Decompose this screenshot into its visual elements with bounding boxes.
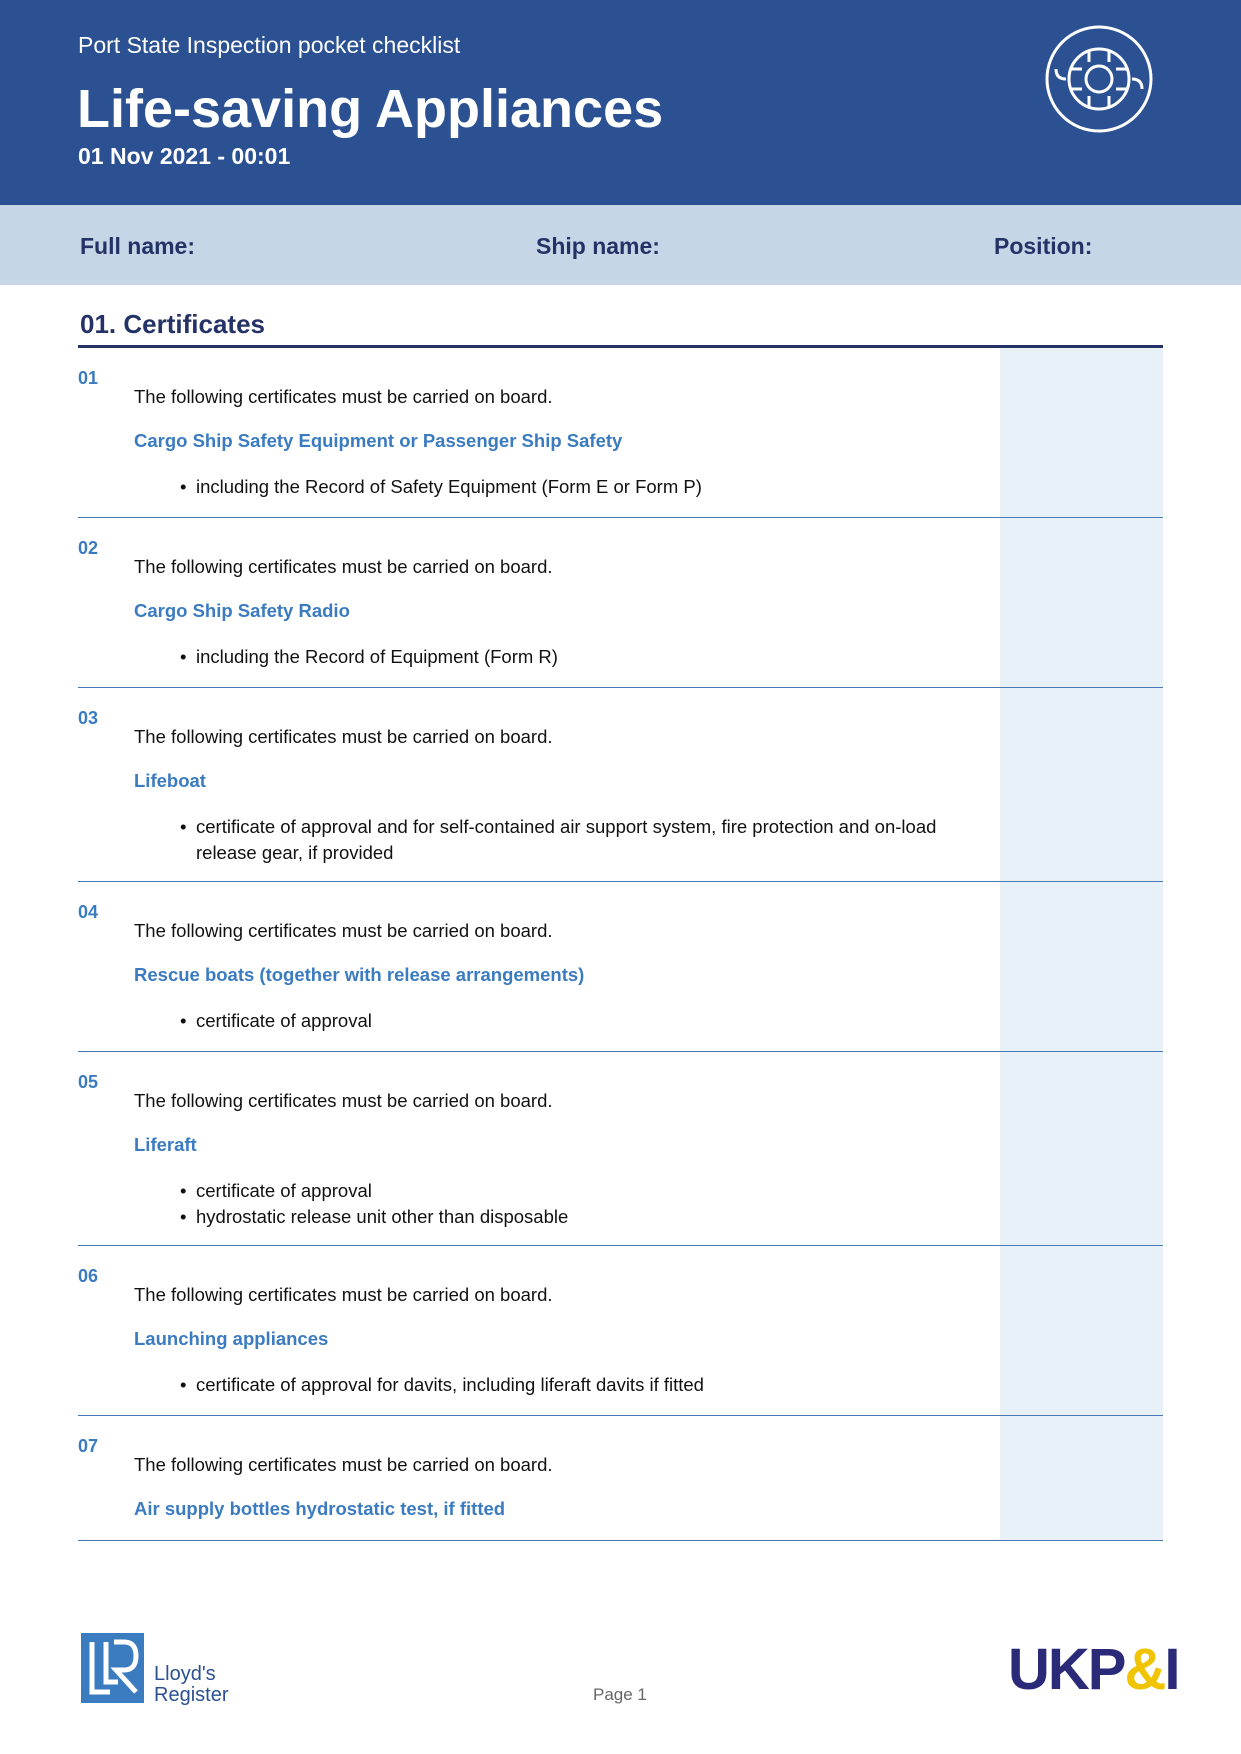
bullet-point: • including the Record of Safety Equipment (Form E or Form P): [196, 474, 966, 500]
item-heading: Launching appliances: [134, 1328, 329, 1349]
bullet-point: • including the Record of Equipment (Form R): [196, 644, 966, 670]
checklist-item: [78, 1416, 1163, 1541]
item-number: 03: [78, 708, 99, 728]
checklist-item: [78, 882, 1163, 1052]
header-date: 01 Nov 2021 - 00:01: [78, 143, 291, 169]
item-number: 01: [78, 368, 99, 388]
item-bullets: [196, 474, 966, 500]
item-intro: The following certificates must be carried on board.: [134, 920, 553, 941]
item-bullets: [196, 1178, 966, 1230]
item-intro: The following certificates must be carried on board.: [134, 556, 553, 577]
item-intro: The following certificates must be carried on board.: [134, 1090, 553, 1111]
header-subtitle: Port State Inspection pocket checklist: [78, 32, 461, 58]
section-title: 01. Certificates: [80, 309, 265, 339]
checklist-item: [78, 1246, 1163, 1416]
item-bullets: [196, 644, 966, 670]
item-heading: Air supply bottles hydrostatic test, if fitted: [134, 1498, 506, 1519]
position-label: Position:: [994, 233, 1093, 259]
item-intro: The following certificates must be carried on board.: [134, 386, 553, 407]
item-heading: Rescue boats (together with release arrangements): [134, 964, 585, 985]
item-heading: Cargo Ship Safety Radio: [134, 600, 350, 621]
checklist-item: [78, 1052, 1163, 1246]
page-header: [0, 0, 1241, 205]
item-intro: The following certificates must be carried on board.: [134, 726, 553, 747]
item-number: 04: [78, 902, 99, 922]
item-intro: The following certificates must be carried on board.: [134, 1284, 553, 1305]
page-title: Life-saving Appliances: [77, 79, 664, 139]
item-number: 05: [78, 1072, 99, 1092]
ukpi-logo: UKP&I: [1008, 1637, 1179, 1702]
item-bullets: [196, 1008, 966, 1034]
item-heading: Liferaft: [134, 1134, 197, 1155]
item-number: 07: [78, 1436, 99, 1456]
full-name-label: Full name:: [80, 233, 196, 259]
checklist-item: [78, 518, 1163, 688]
lloyds-register-wordmark: Lloyd's Register: [154, 1663, 229, 1706]
item-number: 02: [78, 538, 99, 558]
checklist-item: [78, 348, 1163, 518]
ship-name-label: Ship name:: [536, 233, 660, 259]
item-intro: The following certificates must be carried on board.: [134, 1454, 553, 1475]
bullet-point: • certificate of approval: [196, 1178, 966, 1204]
bullet-point: • certificate of approval for davits, including liferaft davits if fitted: [196, 1372, 966, 1398]
bullet-point: • certificate of approval and for self-contained air support system, fire protection and on-load release gear, if provided: [196, 814, 966, 866]
info-bar: [0, 205, 1241, 285]
bullet-point: • certificate of approval: [196, 1008, 966, 1034]
page-number: Page 1: [593, 1685, 647, 1704]
bullet-point: • hydrostatic release unit other than disposable: [196, 1204, 966, 1230]
item-bullets: [196, 814, 966, 866]
checklist-item: [78, 688, 1163, 882]
item-bullets: [196, 1372, 966, 1398]
lifebuoy-icon: [1044, 24, 1154, 134]
item-number: 06: [78, 1266, 99, 1286]
item-heading: Cargo Ship Safety Equipment or Passenger Ship Safety: [134, 430, 623, 451]
item-heading: Lifeboat: [134, 770, 206, 791]
